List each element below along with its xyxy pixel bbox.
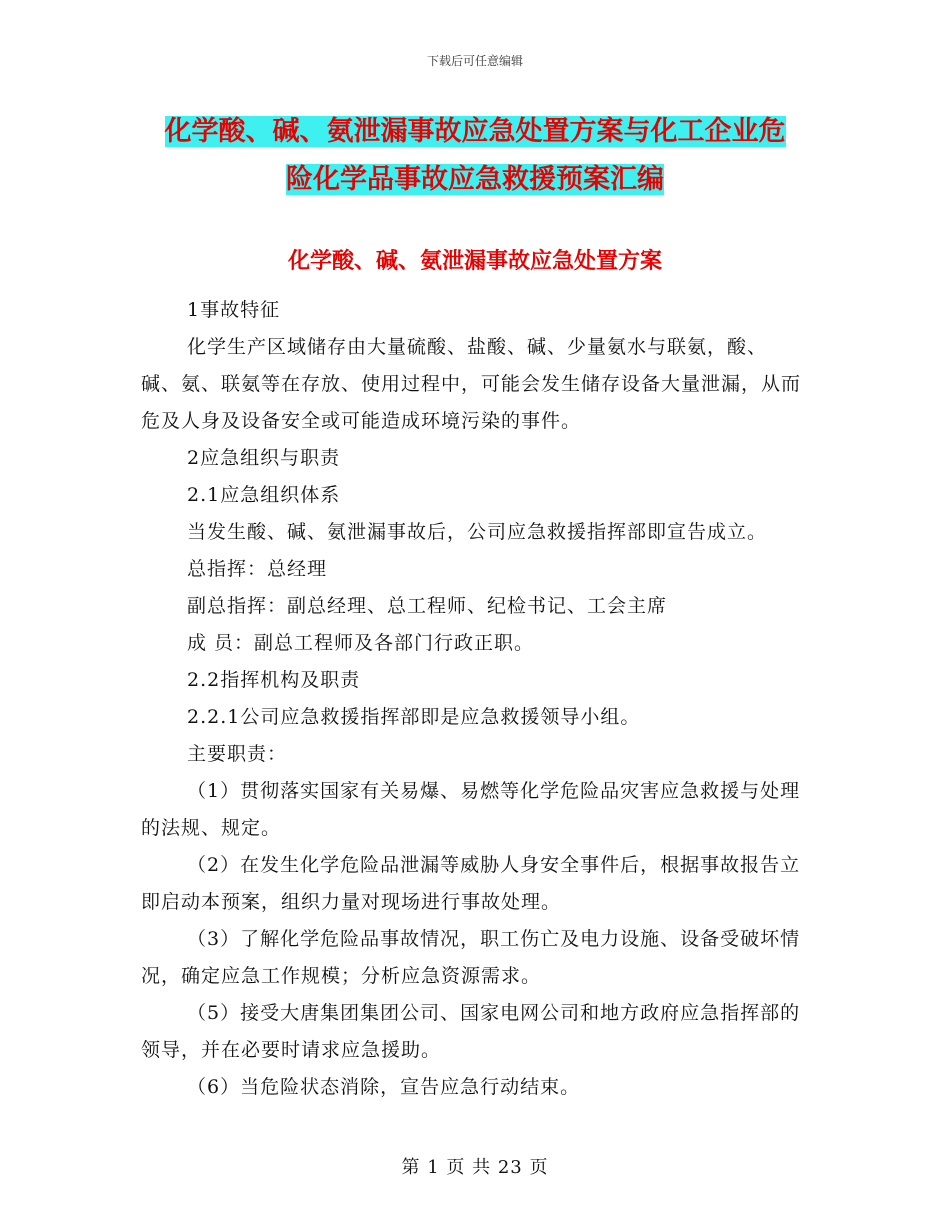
page-footer: 第 1 页 共 23 页 [401,1157,549,1178]
document-title [0,108,950,204]
paragraph: 当发生酸、碱、氨泄漏事故后，公司应急救援指挥部即宣告成立。 [187,521,768,543]
header-note: 下载后可任意编辑 [426,54,523,68]
paragraph: 1事故特征 [187,299,281,321]
paragraph: 2应急组织与职责 [187,447,341,469]
paragraph: 2.2.1公司应急救援指挥部即是应急救援领导小组。 [187,706,641,728]
paragraph: （3）了解化学危险品事故情况，职工伤亡及电力设施、设备受破坏情况，确定应急工作规模；分析应急资源需求。 [141,928,801,987]
title-line-2: 险化学品事故应急救援预案汇编 [286,164,664,195]
paragraph: 副总指挥：副总经理、总工程师、纪检书记、工会主席 [187,595,668,617]
paragraph: 化学生产区域储存由大量硫酸、盐酸、碱、少量氨水与联氨，酸、碱、氨、联氨等在存放、使用过程中，可能会发生储存设备大量泄漏，从而危及人身及设备安全或可能造成环境污染的事件。 [141,336,802,432]
section-title: 化学酸、碱、氨泄漏事故应急处置方案 [287,248,662,274]
paragraph: （2）在发生化学危险品泄漏等威胁人身安全事件后，根据事故报告立即启动本预案，组织力量对现场进行事故处理。 [141,854,801,913]
paragraph: 成 员：副总工程师及各部门行政正职。 [187,632,535,654]
paragraph: （1）贯彻落实国家有关易爆、易燃等化学危险品灾害应急救援与处理的法规、规定。 [141,780,801,839]
document-body [141,292,806,1106]
paragraph: （6）当危险状态消除，宣告应急行动结束。 [187,1076,581,1098]
title-line-1: 化学酸、碱、氨泄漏事故应急处置方案与化工企业危 [164,116,786,147]
paragraph: 2.1应急组织体系 [187,484,341,506]
paragraph: 2.2指挥机构及职责 [187,669,361,691]
paragraph: 总指挥：总经理 [187,558,328,580]
paragraph: （5）接受大唐集团集团公司、国家电网公司和地方政府应急指挥部的领导，并在必要时请求应急援助。 [141,1002,801,1061]
paragraph: 主要职责： [187,743,288,765]
